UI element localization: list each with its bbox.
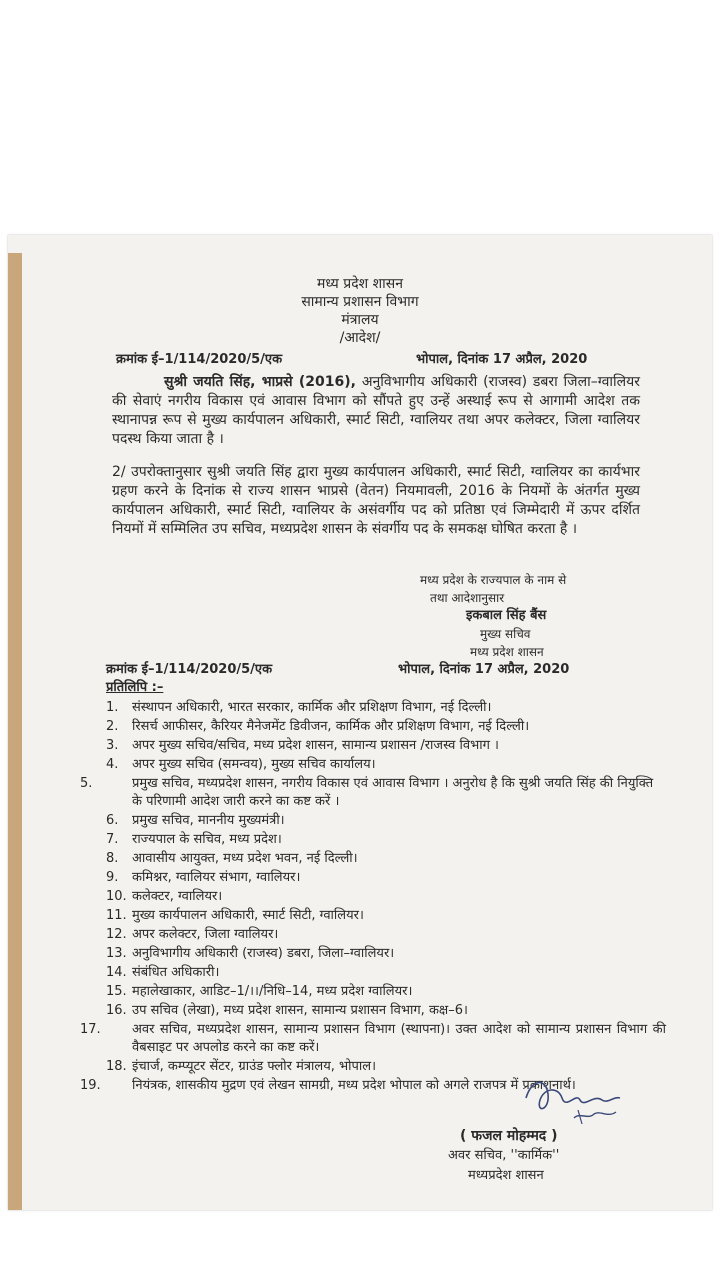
copy-item: 7. राज्यपाल के सचिव, मध्य प्रदेश। [106,832,282,847]
copy-item: 11. मुख्य कार्यपालन अधिकारी, स्मार्ट सिटी, ग्वालियर। [106,908,364,923]
header-line-4: /आदेश/ [339,330,381,346]
order-paragraph-2: 2/ उपरोक्तानुसार सुश्री जयति सिंह द्वारा मुख्य कार्यपालन अधिकारी, स्मार्ट सिटी, ग्वालियर का कार्यभार ग्रहण करने के दिनांक से राज्य शासन भाप्रसे (वेतन) नियमावली, 2016 के नियमों के अंतर्गत मुख्य कार्यपालन अधिकारी, स्मार्ट सिटी, ग्वालियर के असंवर्गीय पद को प्रतिष्ठा एवं जिम्मेदारी में ऊपर दर्शित नियमों में सम्मिलित उप सचिव, मध्यप्रदेश शासन के संवर्गीय पद के समकक्ष घोषित करता है । [112,464,640,537]
document-photo [8,235,712,1210]
signatory-1-designation: मुख्य सचिव [480,627,531,641]
copy-item: 12. अपर कलेक्टर, जिला ग्वालियर। [106,927,279,942]
government-order [8,235,712,1210]
signatory-2-designation: अवर सचिव, ''कार्मिक'' [448,1148,560,1163]
copy-item: 17. अवर सचिव, मध्यप्रदेश शासन, सामान्य प्रशासन विभाग (स्थापना)। उक्त आदेश को सामान्य प्रशासन विभाग की वैबसाइट पर अपलोड करने का कष्ट करें। [80,1022,666,1055]
copy-item: 15. महालेखाकार, आडिट–1/।।/निधि–14, मध्य प्रदेश ग्वालियर। [106,984,413,999]
copy-item: 4. अपर मुख्य सचिव (समन्वय), मुख्य सचिव कार्यालय। [106,757,376,772]
copy-item: 16. उप सचिव (लेखा), मध्य प्रदेश शासन, सामान्य प्रशासन विभाग, कक्ष–6। [106,1003,468,1018]
copy-place-date: भोपाल, दिनांक 17 अप्रैल, 2020 [398,662,570,677]
copy-reference: क्रमांक ई–1/114/2020/5/एक [106,662,273,677]
order-reference: क्रमांक ई–1/114/2020/5/एक [116,352,283,367]
copy-heading: प्रतिलिपि :– [106,680,164,695]
signatory-2-name: ( फजल मोहम्मद ) [460,1128,558,1144]
copy-item: 2. रिसर्च आफीसर, कैरियर मैनेजमेंट डिवीजन, कार्मिक और प्रशिक्षण विभाग, नई दिल्ली। [106,719,530,734]
copy-item: 18. इंचार्ज, कम्प्यूटर सेंटर, ग्राउंड फ्लोर मंत्रालय, भोपाल। [106,1059,377,1074]
copy-item: 9. कमिश्नर, ग्वालियर संभाग, ग्वालियर। [106,870,301,885]
copy-item: 3. अपर मुख्य सचिव/सचिव, मध्य प्रदेश शासन, सामान्य प्रशासन /राजस्व विभाग । [106,738,499,753]
copy-item: 1. संस्थापन अधिकारी, भारत सरकार, कार्मिक और प्रशिक्षण विभाग, नई दिल्ली। [106,700,492,715]
copy-item: 10. कलेक्टर, ग्वालियर। [106,889,223,904]
copy-item: 13. अनुविभागीय अधिकारी (राजस्व) डबरा, जिला–ग्वालियर। [106,946,395,961]
signature-scribble [518,1070,628,1130]
signatory-1-line-1: मध्य प्रदेश के राज्यपाल के नाम से [420,573,567,587]
paragraph-1-text: अनुविभागीय अधिकारी (राजस्व) डबरा जिला–ग्वालियर की सेवाएं नगरीय विकास एवं आवास विभाग को सौंपते हुए उन्हें अस्थाई रूप से आगामी आदेश तक स्थानापन्न रूप से मुख्य कार्यपालन अधिकारी, स्मार्ट सिटी, ग्वालियर तथा अपर कलेक्टर, जिला ग्वालियर पदस्थ किया जाता है । [112,374,640,447]
copy-item: 19. नियंत्रक, शासकीय मुद्रण एवं लेखन सामग्री, मध्य प्रदेश भोपाल को अगले राजपत्र में प्रकाशनार्थ। [80,1078,576,1093]
header-line-1: मध्य प्रदेश शासन [317,276,403,292]
officer-name: सुश्री जयति सिंह, भाप्रसे (2016), [164,374,356,390]
copy-item: 6. प्रमुख सचिव, माननीय मुख्यमंत्री। [106,813,285,828]
signatory-2-office: मध्यप्रदेश शासन [468,1168,544,1183]
header-line-2: सामान्य प्रशासन विभाग [301,294,419,310]
header-line-3: मंत्रालय [341,312,379,328]
copy-item: 8. आवासीय आयुक्त, मध्य प्रदेश भवन, नई दिल्ली। [106,851,358,866]
order-place-date: भोपाल, दिनांक 17 अप्रैल, 2020 [416,352,588,367]
copy-item: 14. संबंधित अधिकारी। [106,965,220,980]
copy-item: 5. प्रमुख सचिव, मध्यप्रदेश शासन, नगरीय विकास एवं आवास विभाग । अनुरोध है कि सुश्री जयति सिंह की नियुक्ति के परिणामी आदेश जारी करने का कष्ट करें । [80,776,654,809]
signatory-1-line-2: तथा आदेशानुसार [430,591,505,605]
order-paragraph-1 [112,373,640,449]
signatory-1-name: इकबाल सिंह बैंस [466,608,547,623]
signatory-1-office: मध्य प्रदेश शासन [470,645,544,659]
